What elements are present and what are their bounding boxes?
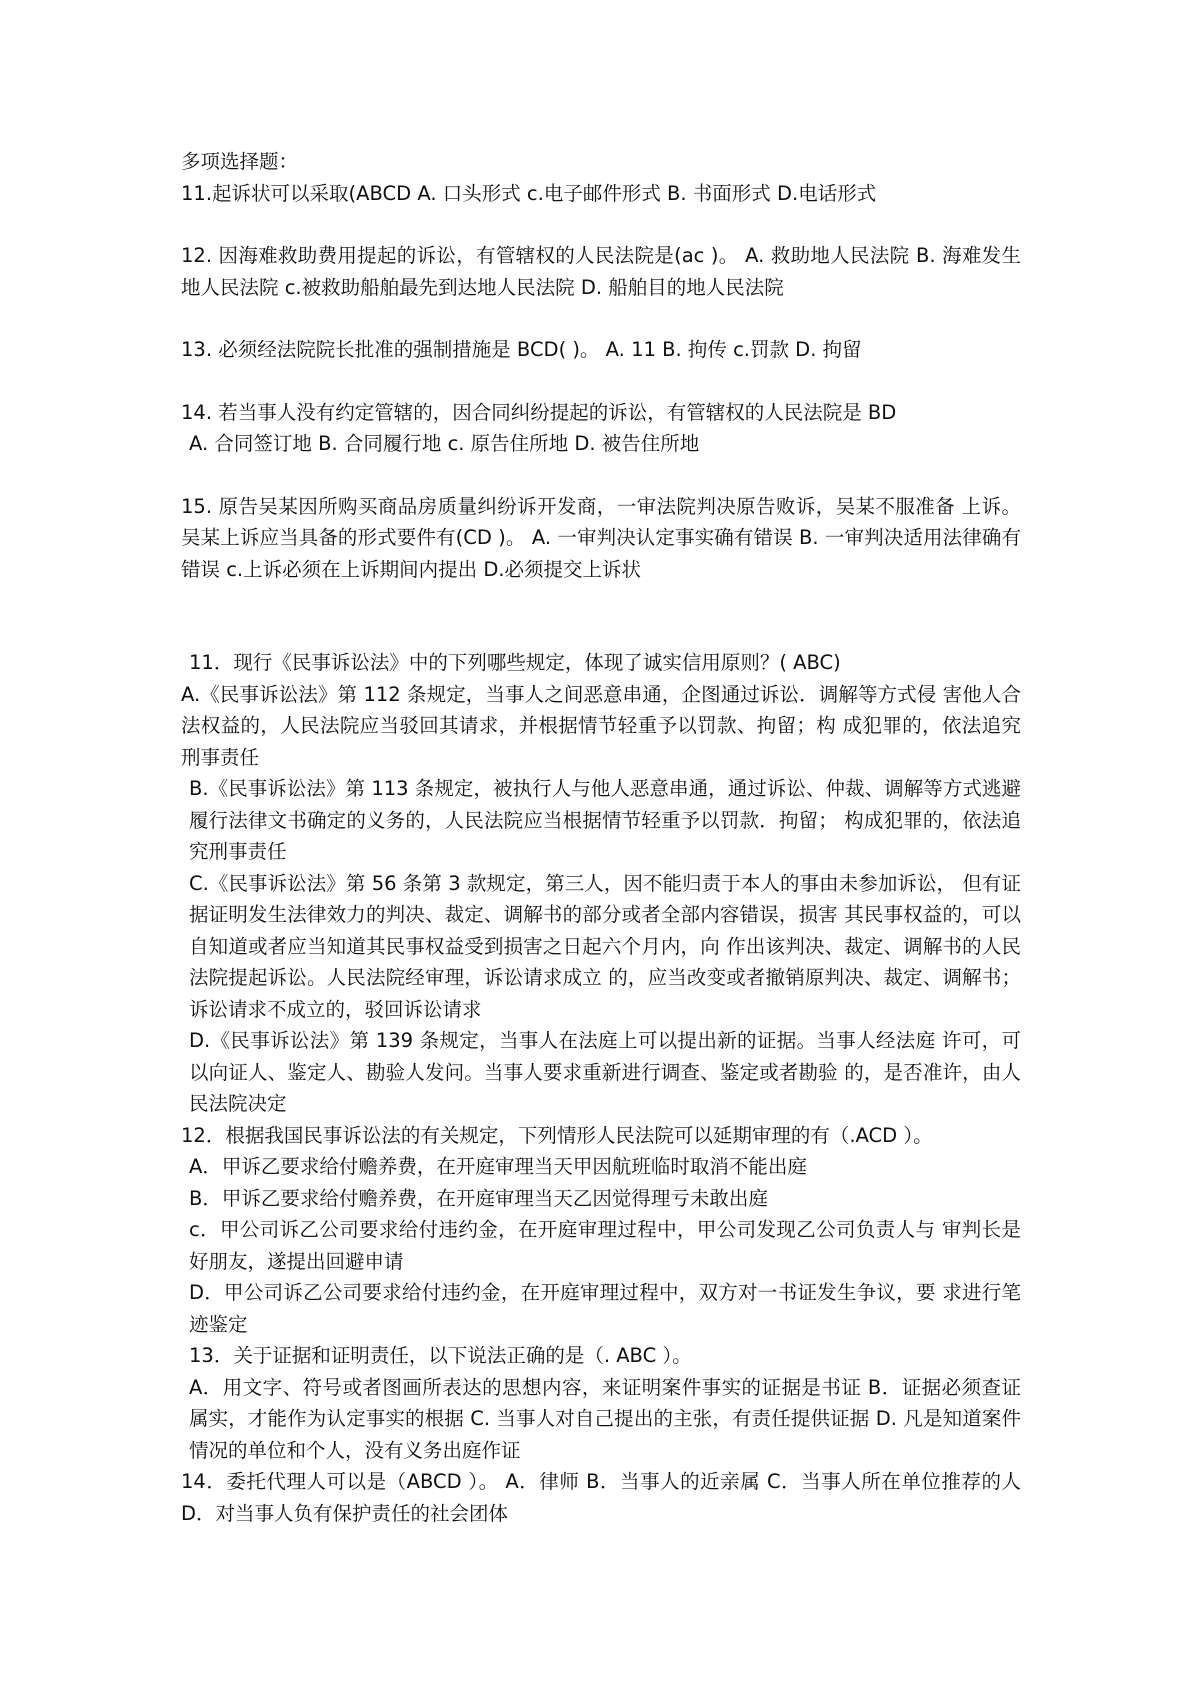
section-title: 多项选择题： [181, 150, 299, 173]
question-p2-12-option-d: D．甲公司诉乙公司要求给付违约金，在开庭审理过程中，双方对一书证发生争议，要 求进行笔迹鉴定 [189, 1281, 1021, 1336]
question-p2-11-option-d: D.《民事诉讼法》第 139 条规定，当事人在法庭上可以提出新的证据。当事人经法庭 许可，可以向证人、鉴定人、勘验人发问。当事人要求重新进行调查、鉴定或者勘验 的，是否准许，由人民法院决定 [189, 1029, 1021, 1115]
question-p2-12-option-b: B．甲诉乙要求给付赡养费，在开庭审理当天乙因觉得理亏未敢出庭 [189, 1186, 768, 1210]
question-p1-15: 15. 原告吴某因所购买商品房质量纠纷诉开发商，一审法院判决原告败诉，吴某不服准备 上诉。吴某上诉应当具备的形式要件有(CD )。 A. 一审判决认定事实确有错误 B. 一审判决适用法律确有错误 c.上诉必须在上诉期间内提出 D.必须提交上诉状 [181, 494, 1021, 581]
question-p2-12-option-a: A．甲诉乙要求给付赡养费，在开庭审理当天甲因航班临时取消不能出庭 [189, 1155, 807, 1178]
page-content [181, 146, 1021, 1529]
question-p1-11: 11.起诉状可以采取(ABCD A. 口头形式 c.电子邮件形式 B. 书面形式 D.电话形式 [181, 181, 877, 205]
question-p2-12: 12．根据我国民事诉讼法的有关规定，下列情形人民法院可以延期审理的有（.ACD ）。 [181, 1123, 933, 1147]
question-p2-13: 13．关于证据和证明责任，以下说法正确的是（. ABC ）。 [189, 1344, 692, 1367]
question-p1-13: 13. 必须经法院院长批准的强制措施是 BCD( )。 A. 11 B. 拘传 c.罚款 D. 拘留 [181, 338, 862, 361]
question-p1-12: 12. 因海难救助费用提起的诉讼，有管辖权的人民法院是(ac )。 A. 救助地人民法院 B. 海难发生地人民法院 c.被救助船舶最先到达地人民法院 D. 船舶目的地人民法院 [181, 244, 1021, 299]
question-p2-13-options: A．用文字、符号或者图画所表达的思想内容，来证明案件事实的证据是书证 B．证据必须查证属实，才能作为认定事实的根据 C. 当事人对自己提出的主张，有责任提供证据 D. 凡是知道案件情况的单位和个人，没有义务出庭作证 [189, 1375, 1021, 1462]
question-p1-14: 14. 若当事人没有约定管辖的，因合同纠纷提起的诉讼，有管辖权的人民法院是 BD [181, 400, 897, 424]
question-p1-14-options: A. 合同签订地 B. 合同履行地 c. 原告住所地 D. 被告住所地 [189, 432, 700, 455]
question-p2-14: 14．委托代理人可以是（ABCD ）。 A．律师 B．当事人的近亲属 C．当事人所在单位推荐的人 D．对当事人负有保护责任的社会团体 [181, 1470, 1021, 1525]
question-p2-11-option-b: B.《民事诉讼法》第 113 条规定，被执行人与他人恶意串通，通过诉讼、仲裁、调解等方式逃避履行法律文书确定的义务的，人民法院应当根据情节轻重予以罚款．拘留； 构成犯罪的，依法追究刑事责任 [189, 777, 1021, 863]
question-p2-11: 11．现行《民事诉讼法》中的下列哪些规定，体现了诚实信用原则？( ABC) [189, 651, 841, 674]
question-p2-11-option-c: C.《民事诉讼法》第 56 条第 3 款规定，第三人，因不能归责于本人的事由未参加诉讼， 但有证据证明发生法律效力的判决、裁定、调解书的部分或者全部内容错误，损害 其民事权益的，可以自知道或者应当知道其民事权益受到损害之日起六个月内，向 作出该判决、裁定、调解书的人民法院提起诉讼。人民法院经审理，诉讼请求成立 的，应当改变或者撤销原判决、裁定、调解书；诉讼请求不成立的，驳回诉讼请求 [189, 871, 1021, 1021]
question-p2-12-option-c: c．甲公司诉乙公司要求给付违约金，在开庭审理过程中，甲公司发现乙公司负责人与 审判长是好朋友，遂提出回避申请 [189, 1218, 1021, 1273]
question-p2-11-option-a: A.《民事诉讼法》第 112 条规定，当事人之间恶意串通，企图通过诉讼．调解等方式侵 害他人合法权益的，人民法院应当驳回其请求，并根据情节轻重予以罚款、拘留；构 成犯罪的，依法追究刑事责任 [181, 682, 1021, 769]
